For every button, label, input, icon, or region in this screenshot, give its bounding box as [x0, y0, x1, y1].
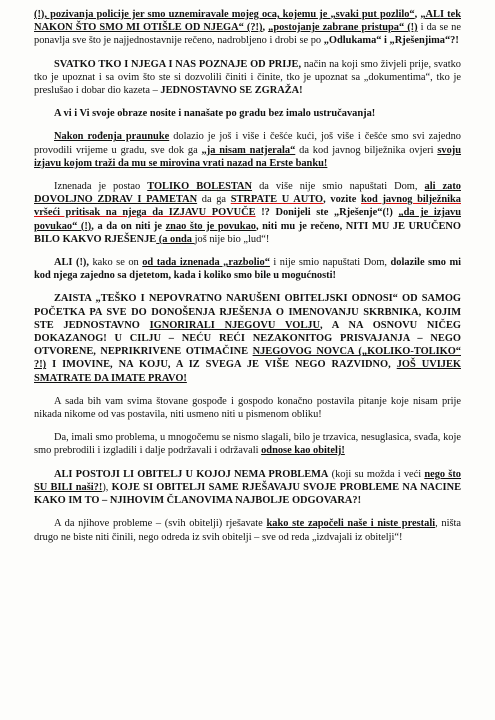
- text-run: dolazile smo mi kod njega: [34, 257, 461, 282]
- paragraph-7: [34, 292, 461, 384]
- text-run: NJEGOVOG NOVCA („KOLIKO-TOLIKO“ ?!): [34, 346, 461, 371]
- text-run: kako ste započeli naše i niste prestali: [266, 518, 436, 530]
- text-run: A sada bih vam svima štovane gospođe i gospodo konačno postavila pitanje koje nisam prije nikada nikome od vas postavila, niti usmeno niti u pismenom obliku!: [34, 395, 461, 421]
- text-run: (a onda: [156, 233, 195, 245]
- text-run: TOLIKO BOLESTAN: [147, 181, 253, 193]
- text-run: JOŠ UVIJEK SMATRATE DA IMATE PRAVO!: [34, 359, 461, 384]
- text-run: način na koji smo živjeli prije, svatko tko je upoznat i sa ovim što ste si dozvolili činiti i činite, tko je upoznat sa „dokumentima“, tko je preslušao i dobar dio kazeta –: [34, 58, 461, 97]
- text-run: svoju izjavu kojom traži da mu se mirovina vrati nazad na Erste banku!: [34, 144, 462, 169]
- text-run: IGNORIRALI NJEGOVU VOLJU: [149, 319, 320, 331]
- text-run: ?!: [450, 35, 459, 47]
- text-run: ALI POSTOJI LI OBITELJ U KOJOJ NEMA PROBLEMA: [54, 468, 329, 480]
- text-run: Iznenada je postao: [54, 181, 148, 193]
- text-run: , a da on niti je: [91, 220, 166, 232]
- text-run: kako se on: [88, 257, 143, 269]
- text-run: ,: [414, 9, 421, 20]
- text-run: (koji su možda i veći: [328, 468, 425, 480]
- highlighted-text: kod javnog bilježnika vršeći pritisak na njega da IZJAVU POVUČE: [34, 194, 461, 219]
- text-run: od tada iznenada „razbolio“: [142, 257, 270, 269]
- text-run: i nije smio napuštati Dom,: [269, 257, 391, 269]
- text-run: još nije bio „lud“!: [194, 233, 270, 245]
- text-run: (!),: [34, 9, 47, 20]
- text-run: dolazio je još i više i češće kući,: [169, 131, 321, 143]
- text-run: , KOJIM STE JEDNOSTAVNO: [34, 306, 462, 331]
- highlighted-text: STRPATE U AUTO: [230, 194, 324, 206]
- text-run: odnose kao obitelj!: [261, 445, 345, 457]
- paragraph-8: [34, 395, 461, 421]
- text-run: SVATKO TKO I NJEGA I NAS POZNAJE OD PRIJE,: [54, 58, 302, 70]
- paragraph-5: [34, 180, 461, 246]
- text-run: ali zato DOVOLJNO ZDRAV I PAMETAN: [34, 181, 461, 206]
- text-run: A da njihove probleme – (svih obitelji) rješavate: [54, 518, 267, 530]
- text-run: , A NA OSNOVU NIČEG DOKAZANOG! U CILJU – NEĆU REĆI NEZAKONITOG PRISVAJANJA – NEGO OTVORENE, NEPRIKRIVENE OTIMAČINE: [34, 319, 461, 358]
- text-run: da ga: [197, 194, 231, 206]
- text-run: „svaki put pozlilo“: [330, 9, 415, 20]
- text-run: ALI (!),: [54, 257, 89, 269]
- text-run: ,: [262, 22, 269, 34]
- paragraph-6: [34, 256, 461, 282]
- paragraph-10: [34, 468, 461, 508]
- text-run: nego što SU BILI naši?!: [34, 468, 461, 493]
- text-run: da više nije smio napuštati Dom,: [252, 181, 425, 193]
- text-run: , vozite: [323, 194, 362, 206]
- text-run: , ništa drugo ne biste niti činili, nego odreda iz svih obitelji – sve od reda „izdvajali iz obitelji“!: [34, 518, 462, 543]
- paragraph-3: [34, 107, 461, 120]
- text-run: znao što je povukao: [165, 220, 256, 232]
- text-run: još više i češće smo svi zajedno provodili vrijeme u gradu, sve dok ga: [34, 131, 461, 156]
- text-run: „Odlukama“ i „Rješenjima“: [323, 35, 451, 47]
- text-run: ),: [102, 481, 112, 493]
- text-run: pozivanja policije jer smo uznemiravale mojeg oca, kojemu je: [46, 9, 331, 20]
- paragraph-1: [34, 8, 461, 48]
- text-run: „postojanje zabrane pristupa“ (!): [268, 22, 418, 34]
- text-run: , niti mu je rečeno, NITI MU JE URUČENO BILO KAKVO RJEŠENJE: [34, 220, 462, 245]
- paragraph-2: [34, 58, 461, 98]
- text-run: !? Donijeli ste „Rješenje“(!): [255, 207, 399, 219]
- paragraph-9: [34, 431, 461, 457]
- text-run: i da se ne ponavlja sve što je najjednostavnije rečeno, nadrobljeno i drobi se po: [34, 22, 461, 47]
- text-run: KOJE SI OBITELJI SAME RJEŠAVAJU SVOJE PROBLEME NA NACINE KAKO IM TO – NJIHOVIM ČLANOVIMA NAJBOLJE ODGOVARA?!: [34, 481, 462, 507]
- text-run: da kod javnog bilježnika ovjeri: [295, 144, 438, 156]
- text-run: Nakon rođenja praunuke: [54, 131, 170, 143]
- text-run: I IMOVINE, NA KOJU, A IZ SVEGA JE VIŠE NEGO RAZVIDNO,: [46, 359, 397, 371]
- text-run: A vi i Vi svoje obraze nosite i nanašate po gradu bez imalo ustručavanja!: [54, 108, 376, 120]
- text-run: „da je izjavu povukao“ (!): [34, 207, 461, 232]
- text-run: zajedno sa djetetom, kada i koliko smo bile u mogućnosti!: [77, 270, 336, 282]
- text-run: Da, imali smo problema, u mnogočemu se nismo slagali, bilo je trzavica, nesuglasica, svađa, koje smo prebrodili i izgladili i dalje podržavali i održavali: [34, 432, 461, 457]
- text-run: „ALI tek NAKON ŠTO SMO MI OTIŠLE OD NJEGA“ (?!): [34, 9, 461, 34]
- paragraph-11: [34, 517, 461, 543]
- text-run: JEDNOSTAVNO SE ZGRAŽA!: [160, 85, 303, 97]
- text-run: ZAISTA „TEŠKO I NEPOVRATNO NARUŠENI OBITELJSKI ODNOSI“ OD SAMOG POČETKA PA SVE DO DONOŠENJA RJEŠENJA O IMENOVANJU SKRBNIKA: [34, 293, 461, 318]
- paragraph-4: [34, 130, 461, 170]
- text-run: „ja nisam natjerala“: [201, 144, 296, 156]
